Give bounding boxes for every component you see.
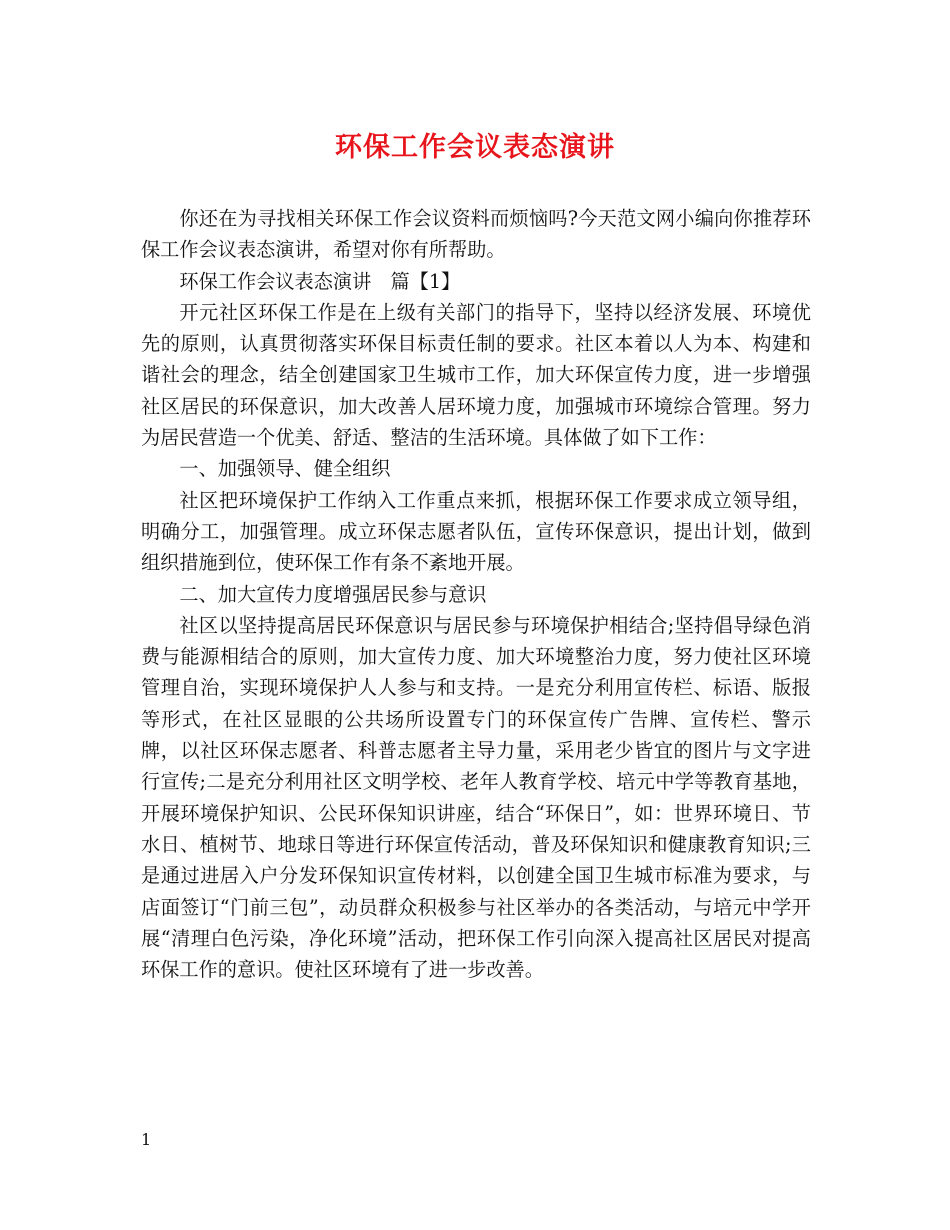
body-paragraph: 社区把环境保护工作纳入工作重点来抓，根据环保工作要求成立领导组，明确分工，加强管理。成立环保志愿者队伍，宣传环保意识，提出计划，做到组织措施到位，使环保工作有条不紊地开展。 [141, 488, 811, 575]
intro-paragraph: 你还在为寻找相关环保工作会议资料而烦恼吗?今天范文网小编向你推荐环保工作会议表态演讲，希望对你有所帮助。 [141, 207, 811, 262]
body-paragraph: 社区以坚持提高居民环保意识与居民参与环境保护相结合;坚持倡导绿色消费与能源相结合的原则，加大宣传力度、加大环境整治力度，努力使社区环境管理自治，实现环境保护人人参与和支持。一是充分利用宣传栏、标语、版报等形式，在社区显眼的公共场所设置专门的环保宣传广告牌、宣传栏、警示牌，以社区环保志愿者、科普志愿者主导力量，采用老少皆宜的图片与文字进行宣传;二是充分利用社区文明学校、老年人教育学校、培元中学等教育基地，开展环境保护知识、公民环保知识讲座，结合“环保日”，如：世界环境日、节水日、植树节、地球日等进行环保宣传活动，普及环保知识和健康教育知识;三是通过进居入户分发环保知识宣传材料，以创建全国卫生城市标准为要求，与店面签订“门前三包”，动员群众积极参与社区举办的各类活动，与培元中学开展“清理白色污染，净化环境”活动，把环保工作引向深入提高社区居民对提高环保工作的意识。使社区环境有了进一步改善。 [141, 613, 811, 982]
page-number: 1 [141, 1130, 152, 1149]
section-heading-1: 一、加强领导、健全组织 [179, 457, 391, 481]
section-heading-2: 二、加大宣传力度增强居民参与意识 [179, 582, 487, 606]
document-body [141, 203, 811, 985]
body-paragraph: 开元社区环保工作是在上级有关部门的指导下，坚持以经济发展、环境优先的原则，认真贯彻落实环保目标责任制的要求。社区本着以人为本、构建和谐社会的理念，结全创建国家卫生城市工作，加大环保宣传力度，进一步增强社区居民的环保意识，加大改善人居环境力度，加强城市环境综合管理。努力为居民营造一个优美、舒适、整洁的生活环境。具体做了如下工作： [141, 300, 811, 450]
document-title: 环保工作会议表态演讲 [335, 132, 615, 163]
section-heading-part-1: 环保工作会议表态演讲 篇【1】 [179, 269, 461, 293]
